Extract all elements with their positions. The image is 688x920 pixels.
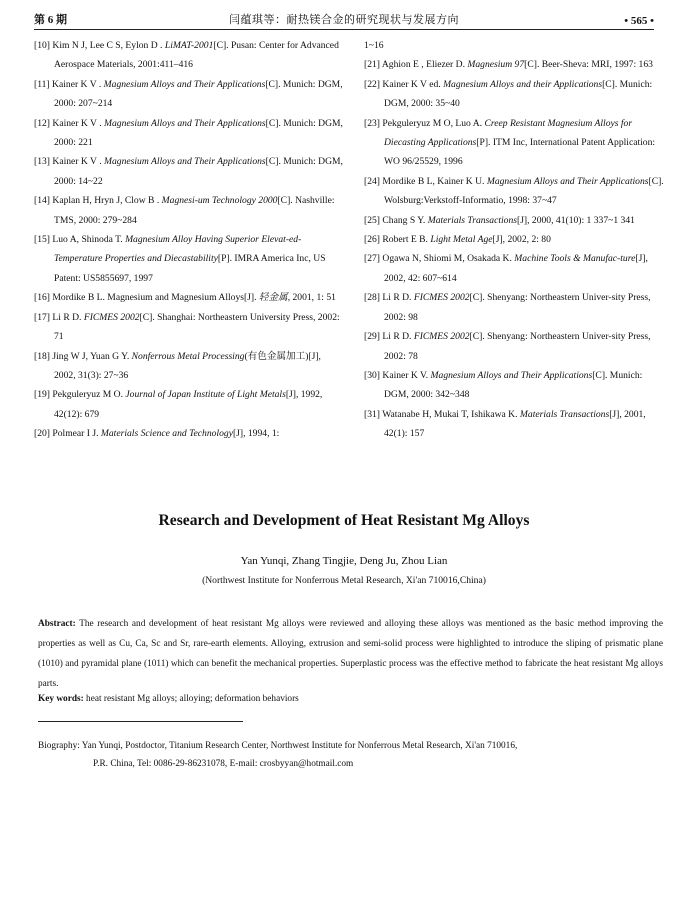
reference-details: [C]. Munich: DGM, 2000: 221 [54,117,343,149]
biography-line-2: P.R. China, Tel: 0086-29-86231078, E-mail: crosbyyan@hotmail.com [93,759,354,769]
reference-details: [C]. Shanghai: Northeastern University Press, 2002: 71 [54,311,340,343]
reference-text: Ogawa N, Shiomi M, Osakada K. [382,253,515,265]
reference-details: (有色金属加工)[J], 2002, 31(3): 27~36 [54,350,321,381]
reference-text: Chang S Y. [382,214,428,226]
reference-details: [J], 2002, 2: 80 [492,234,551,246]
reference-number: [28] [364,292,380,304]
reference-source: FICMES 2002 [413,331,470,343]
reference-item [364,75,664,114]
reference-text: Li R D. [52,311,84,323]
reference-source: Magnesium Alloys and Their Applications [430,369,593,381]
reference-number: [22] [364,78,380,90]
abstract-label: Abstract: [38,619,76,629]
reference-number: [25] [364,214,380,226]
reference-source: Light Metal Age [430,234,493,246]
reference-number: [30] [364,369,380,381]
reference-item [364,55,664,74]
reference-item [34,36,344,75]
reference-text: Mordike B L. Magnesium and Magnesium Alloys[J]. [52,292,259,304]
reference-column-right [364,36,664,444]
reference-item [34,288,344,307]
reference-text: Kim N J, Lee C S, Eylon D . [52,40,165,51]
reference-text: Polmear I J. [52,428,101,440]
reference-details: [J], 2000, 41(10): 1 337~1 341 [517,214,635,226]
reference-number: [12] [34,117,50,129]
reference-details: [C]. Shenyang: Northeastern Univer-sity Press, 2002: 98 [384,292,651,323]
reference-text: Kainer K V . [52,117,104,129]
reference-details: [C]. Munich: DGM, 2000: 342~348 [384,369,643,401]
reference-item [34,424,344,443]
reference-text: Kainer K V ed. [382,78,444,90]
reference-number: [29] [364,331,380,343]
reference-number: [24] [364,175,380,187]
reference-source: Materials Transactions [519,408,610,420]
reference-source: Machine Tools & Manufac-ture [514,253,636,265]
reference-number: [23] [364,117,380,129]
reference-source: FICMES 2002 [83,311,140,323]
reference-source: Journal of Japan Institute of Light Metals [125,389,286,401]
reference-number: [26] [364,234,380,246]
reference-details: [C]. Munich: DGM, 2000: 207~214 [54,78,343,110]
paper-authors: Yan Yunqi, Zhang Tingjie, Deng Ju, Zhou Lian [240,555,448,567]
reference-text: Kaplan H, Hryn J, Clow B . [52,195,162,207]
reference-item [364,230,664,249]
running-title: 闫蕴琪等：耐热镁合金的研究现状与发展方向 [229,14,459,26]
reference-item [34,191,344,230]
reference-source: 轻金属 [258,292,288,304]
reference-details: [C]. Wolsburg:Verkstoff-Informatio, 1998: 37~47 [384,175,664,207]
reference-number: [17] [34,311,50,323]
reference-text: Watanabe H, Mukai T, Ishikawa K. [382,408,520,420]
reference-text: 1~16 [364,40,384,51]
abstract [38,614,663,694]
reference-number: [15] [34,234,50,246]
reference-source: Magnesium 97 [467,59,525,71]
reference-details: [J], 1994, 1: [232,428,280,440]
reference-details: [J], 2001, 42(1): 157 [384,408,646,440]
reference-source: Creep Resistant Magnesium Alloys for Diecasting Applications [384,117,633,149]
keywords-text: heat resistant Mg alloys; alloying; deformation behaviors [83,694,299,704]
keywords [38,694,663,704]
reference-list [34,36,664,444]
reference-item [34,152,344,191]
reference-text: Pekguleryuz M O, Luo A. [382,117,485,129]
reference-number: [14] [34,195,50,207]
footnote-divider [38,721,243,722]
reference-item [34,75,344,114]
reference-source: Magnesium Alloys and Their Applications [486,175,649,187]
reference-details: [C]. Munich: DGM, 2000: 14~22 [54,156,343,187]
reference-text: Li R D. [382,331,414,343]
reference-number: [27] [364,253,380,265]
reference-number: [10] [34,40,50,51]
reference-number: [20] [34,428,50,440]
reference-item [364,366,664,405]
reference-item [34,347,344,386]
issue-number: 第 6 期 [34,14,67,26]
reference-text: Li R D. [382,292,414,304]
reference-source: Magnesium Alloys and Their Applications [104,156,266,168]
reference-details: [C]. Nashville: TMS, 2000: 279~284 [54,195,335,226]
reference-item [364,36,664,55]
biography-line-1: Biography: Yan Yunqi, Postdoctor, Titanium Research Center, Northwest Institute for Nonferrous Metal Research, Xi'an 710016, [38,741,518,751]
reference-text: Kainer K V . [52,156,104,168]
page-number: • 565 • [624,15,654,27]
reference-text: Aghion E , Eliezer D. [381,59,468,71]
reference-item [364,288,664,327]
reference-number: [31] [364,408,380,420]
reference-text: Kainer K V . [52,78,104,90]
reference-text: Robert E B. [382,234,431,246]
reference-text: Luo A, Shinoda T. [52,234,126,246]
reference-source: Magnesium Alloys and their Applications [443,78,603,90]
reference-details: [C]. Munich: DGM, 2000: 35~40 [384,78,653,110]
reference-number: [11] [34,78,50,90]
abstract-text: The research and development of heat resistant Mg alloys were reviewed and alloying these alloys was mentioned as the basic method improving the properties as well as Cu, Ca, Sc and Sr, rare-earth elements. Alloying, extrusion and semi-solid process were highlighted to introduce the sliping of prismatic plane (1010) and pyramidal plane (1011) which can benefit the mechanical properties. Superplastic process was the effective method to fabricate the heat resistant Mg alloys parts. [38,619,663,689]
reference-source: LiMAT-2001 [164,40,214,51]
reference-item [34,308,344,347]
reference-source: Magnesium Alloys and Their Applications [103,78,266,90]
reference-source: FICMES 2002 [413,292,470,304]
reference-item [364,327,664,366]
reference-item [34,114,344,153]
reference-number: [13] [34,156,50,168]
reference-details: [C]. Pusan: Center for Advanced Aerospace Materials, 2001:411–416 [54,40,339,71]
reference-text: Pekguleryuz M O. [52,389,126,401]
reference-column-left [34,36,344,444]
reference-item [364,114,664,172]
reference-item [364,211,664,230]
reference-text: Mordike B L, Kainer K U. [382,175,487,187]
reference-text: Kainer K V. [382,369,431,381]
reference-source: Magnesium Alloy Having Superior Elevat-ed-Temperature Properties and Diecastability [54,234,302,265]
reference-number: [19] [34,389,50,401]
reference-details: [C]. Beer-Sheva: MRI, 1997: 163 [524,59,653,71]
reference-details: [P]. ITM Inc, International Patent Application: WO 96/25529, 1996 [384,137,656,168]
reference-number: [18] [34,350,50,362]
reference-item [34,230,344,288]
reference-item [34,385,344,424]
reference-number: [16] [34,292,50,304]
reference-item [364,172,664,211]
running-header [34,9,654,30]
reference-item [364,405,664,444]
reference-details: , 2001, 1: 51 [287,292,336,304]
reference-details: [P]. IMRA America Inc, US Patent: US5855697, 1997 [54,253,326,284]
reference-details: [J], 1992, 42(12): 679 [54,389,323,420]
reference-item [364,249,664,288]
paper-title: Research and Development of Heat Resistant Mg Alloys [158,512,530,529]
reference-source: Magnesi-um Technology 2000 [161,195,278,207]
author-biography [38,737,663,773]
reference-source: Materials Science and Technology [100,428,233,440]
keywords-label: Key words: [38,694,84,704]
reference-text: Jing W J, Yuan G Y. [52,350,132,362]
reference-source: Nonferrous Metal Processing [131,350,245,362]
reference-number: [21] [364,59,380,71]
reference-source: Materials Transactions [427,214,517,226]
reference-source: Magnesium Alloys and Their Applications [104,117,266,129]
reference-details: [C]. Shenyang: Northeastern Univer-sity Press, 2002: 78 [384,331,651,362]
reference-details: [J], 2002, 42: 607~614 [384,253,648,284]
paper-affiliation: (Northwest Institute for Nonferrous Metal Research, Xi'an 710016,China) [202,575,486,586]
